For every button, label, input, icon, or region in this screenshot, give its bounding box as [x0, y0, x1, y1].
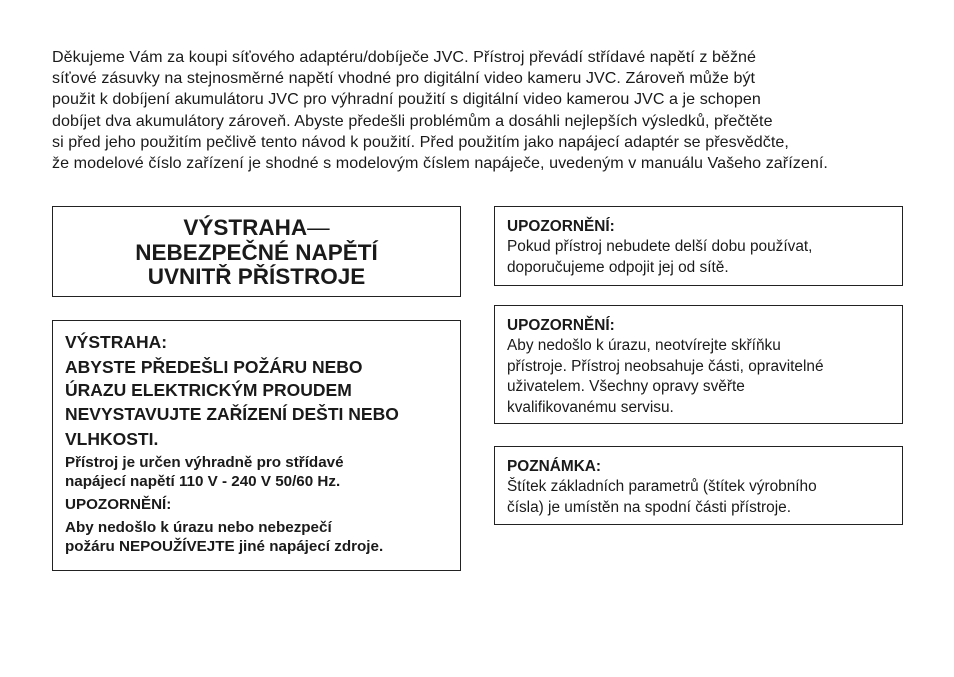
main-warning-dash: — [307, 215, 330, 240]
fire-warning-box [52, 320, 461, 571]
caution-line: kvalifikovanému servisu. [507, 398, 674, 416]
fire-warning-heading: VÝSTRAHA: [65, 332, 168, 352]
caution-box-service [494, 305, 903, 424]
main-warning-box [52, 206, 461, 297]
caution-line: Pokud přístroj nebudete delší dobu používat, [507, 238, 813, 255]
note-line: čísla) je umístěn na spodní části přístroje. [507, 498, 791, 516]
fire-warning-line: ABYSTE PŘEDEŠLI POŽÁRU NEBO [65, 357, 363, 378]
note-box [494, 446, 903, 525]
intro-paragraph [52, 47, 904, 174]
main-warning-line-1 [53, 216, 460, 241]
caution-line: přístroje. Přístroj neobsahuje části, opravitelné [507, 357, 824, 375]
fire-warning-line: NEVYSTAVUJTE ZAŘÍZENÍ DEŠTI NEBO [65, 403, 399, 424]
caution-line: uživatelem. Všechny opravy svěřte [507, 378, 745, 395]
main-warning-line-2: NEBEZPEČNÉ NAPĚTÍ [135, 239, 378, 265]
caution-line: doporučujeme odpojit jej od sítě. [507, 258, 729, 276]
caution-line: požáru NEPOUŽÍVEJTE jiné napájecí zdroje. [65, 538, 384, 556]
caution-heading: UPOZORNĚNÍ: [65, 495, 172, 513]
intro-line: síťové zásuvky na stejnosměrné napětí vhodné pro digitální video kameru JVC. Zároveň může být [52, 69, 756, 88]
caution-heading: UPOZORNĚNÍ: [507, 317, 615, 334]
intro-line: použit k dobíjení akumulátoru JVC pro výhradní použití s digitální video kamerou JVC a je schopen [52, 90, 761, 109]
voltage-line: Přístroj je určen výhradně pro střídavé [65, 453, 344, 471]
caution-line: Aby nedošlo k úrazu, neotvírejte skříňku [507, 337, 781, 354]
intro-line: si před jeho použitím pečlivě tento návod k použití. Před použitím jako napájecí adaptér se přesvědčte, [52, 132, 789, 151]
caution-line: Aby nedošlo k úrazu nebo nebezpečí [65, 518, 332, 536]
fire-warning-line: ÚRAZU ELEKTRICKÝM PROUDEM [65, 380, 352, 401]
main-warning-line-3: UVNITŘ PŘÍSTROJE [147, 264, 366, 289]
intro-line: dobíjet dva akumulátory zároveň. Abyste předešli problémům a dosáhli nejlepších výsledků, přečtěte [52, 111, 773, 130]
intro-line: Děkujeme Vám za koupi síťového adaptéru/dobíječe JVC. Přístroj převádí střídavé napětí z běžné [52, 48, 757, 66]
caution-heading: UPOZORNĚNÍ: [507, 218, 615, 235]
intro-line: že modelové číslo zařízení je shodné s modelovým číslem napáječe, uvedeným v manuálu Vašeho zařízení. [52, 154, 828, 173]
note-heading: POZNÁMKA: [507, 458, 602, 475]
note-line: Štítek základních parametrů (štítek výrobního [507, 478, 817, 495]
caution-box-disconnect [494, 206, 903, 286]
fire-warning-line: VLHKOSTI. [65, 428, 159, 449]
voltage-line: napájecí napětí 110 V - 240 V 50/60 Hz. [65, 473, 341, 491]
main-warning-title: VÝSTRAHA [183, 215, 308, 240]
